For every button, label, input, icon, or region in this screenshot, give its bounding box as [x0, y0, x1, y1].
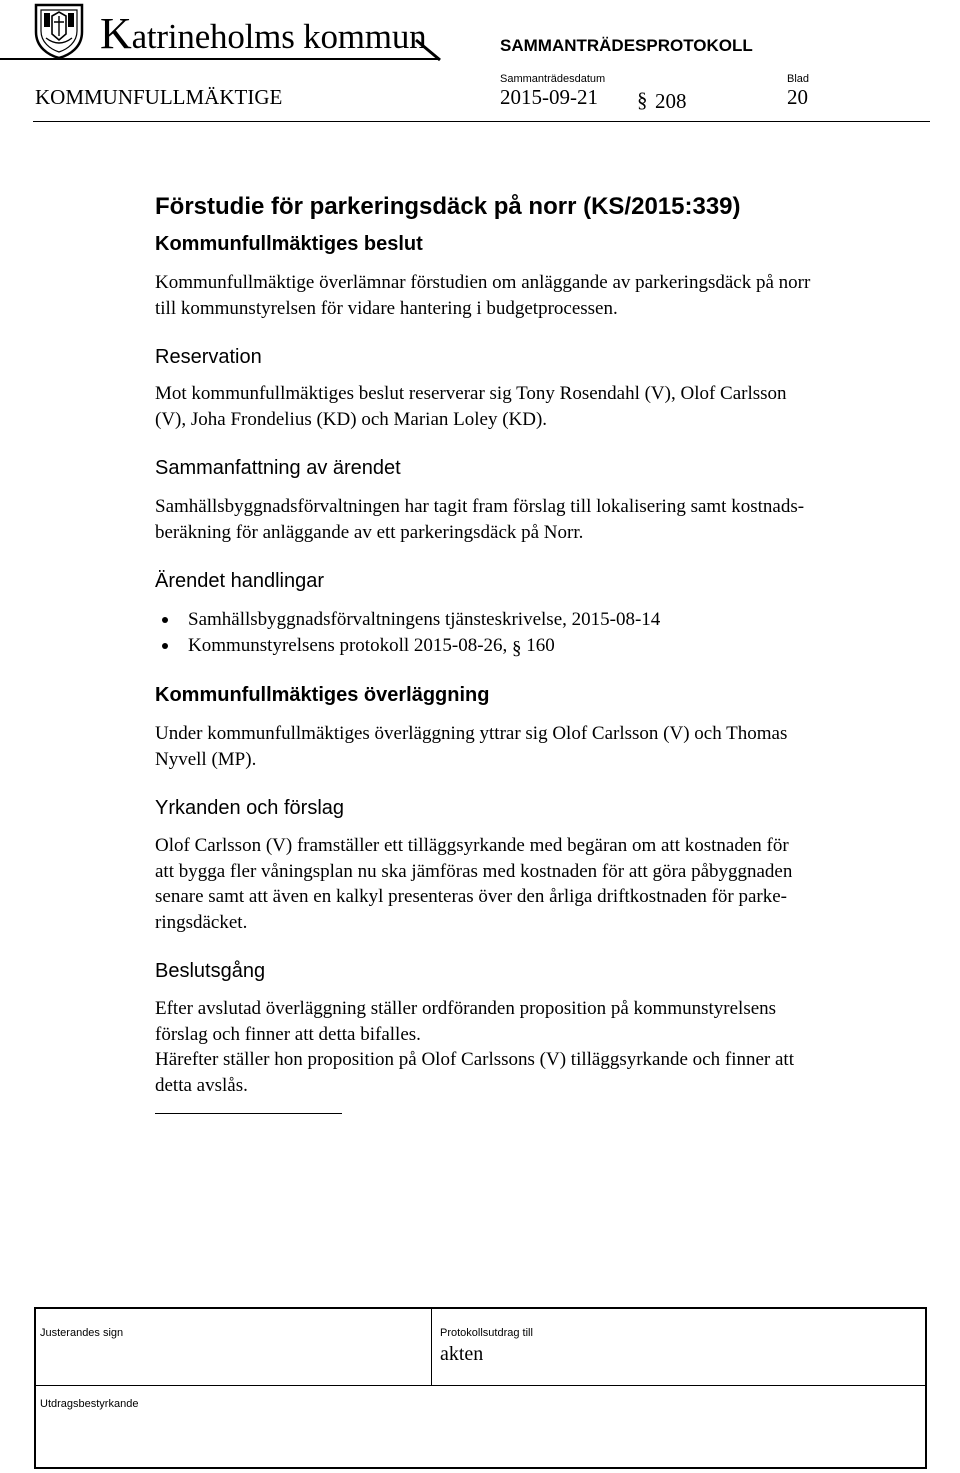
- page-number: 20: [787, 85, 808, 109]
- header-divider: [33, 121, 930, 122]
- reservation-heading: Reservation: [155, 346, 262, 368]
- adjuster-sign-label: Justerandes sign: [40, 1327, 124, 1339]
- reservation-text: [155, 381, 787, 432]
- certification-label: Utdragsbestyrkande: [40, 1398, 139, 1410]
- text-line: Nyvell (MP).: [155, 748, 257, 770]
- extract-to-value: akten: [440, 1343, 484, 1365]
- bullet-icon: [162, 643, 168, 649]
- text-line: ringsdäcket.: [155, 911, 248, 933]
- text-line: Kommunfullmäktige överlämnar förstudien om anläggande av parkeringsdäck på norr: [155, 272, 811, 293]
- procedure-heading: Beslutsgång: [155, 960, 266, 982]
- text-line: Olof Carlsson (V) framställer ett tilläggsyrkande med begäran om att kostnaden för: [155, 835, 789, 856]
- decision-text: [155, 270, 810, 321]
- brand-initial: K: [100, 9, 132, 58]
- section-end-rule: [155, 1113, 342, 1114]
- paragraph-symbol: §: [512, 638, 522, 659]
- signature-box-column-divider: [431, 1307, 432, 1386]
- text-line: förslag och finner att detta bifalles.: [155, 1023, 421, 1045]
- list-item: [188, 633, 555, 659]
- municipality-name: [100, 8, 426, 59]
- summary-heading: Sammanfattning av ärendet: [155, 457, 401, 479]
- extract-to-label: Protokollsutdrag till: [440, 1327, 533, 1339]
- paragraph-symbol: §: [637, 88, 648, 112]
- documents-heading: Ärendet handlingar: [155, 570, 325, 592]
- page-title: Förstudie för parkeringsdäck på norr (KS/2015:339): [155, 193, 741, 220]
- text-line: Samhällsbyggnadsförvaltningen har tagit fram förslag till lokalisering samt kostnads-: [155, 496, 805, 517]
- text-line: beräkning för anläggande av ett parkeringsdäck på Norr.: [155, 521, 584, 543]
- text-line: detta avslås.: [155, 1074, 248, 1096]
- brand-rest: atrineholms kommun: [131, 17, 427, 56]
- list-item-text: Kommunstyrelsens protokoll 2015-08-26,: [188, 635, 513, 656]
- coat-of-arms-icon: [32, 2, 86, 60]
- text-line: Mot kommunfullmäktiges beslut reserverar sig Tony Rosendahl (V), Olof Carlsson: [155, 383, 787, 404]
- text-line: senare samt att även en kalkyl presenteras över den årliga driftkostnaden för parke-: [155, 886, 788, 907]
- text-line: Efter avslutad överläggning ställer ordföranden proposition på kommunstyrelsens: [155, 998, 777, 1019]
- text-line: (V), Joha Frondelius (KD) och Marian Loley (KD).: [155, 408, 548, 430]
- bullet-icon: [162, 617, 168, 623]
- meeting-date-label: Sammanträdesdatum: [500, 73, 606, 85]
- text-line: till kommunstyrelsen för vidare hantering i budgetprocessen.: [155, 297, 618, 319]
- text-line: Under kommunfullmäktiges överläggning yttrar sig Olof Carlsson (V) och Thomas: [155, 723, 788, 744]
- text-line: Härefter ställer hon proposition på Olof Carlssons (V) tilläggsyrkande och finner att: [155, 1049, 794, 1070]
- procedure-text: [155, 996, 794, 1098]
- page-label: Blad: [787, 73, 810, 85]
- brand-swoosh-icon: [414, 38, 444, 66]
- meeting-date: 2015-09-21: [500, 85, 598, 109]
- decision-heading: Kommunfullmäktiges beslut: [155, 233, 423, 255]
- paragraph-number: 160: [526, 635, 555, 656]
- deliberation-text: [155, 721, 787, 772]
- deliberation-heading: Kommunfullmäktiges överläggning: [155, 684, 490, 706]
- signature-box-divider: [34, 1385, 927, 1386]
- text-line: att bygga fler våningsplan nu ska jämföras med kostnaden för att göra påbyggnaden: [155, 860, 793, 882]
- motions-heading: Yrkanden och förslag: [155, 797, 345, 819]
- motions-text: [155, 833, 792, 935]
- list-item: Samhällsbyggnadsförvaltningens tjänsteskrivelse, 2015-08-14: [188, 609, 661, 630]
- body-name: KOMMUNFULLMÄKTIGE: [35, 85, 283, 109]
- summary-text: [155, 494, 804, 545]
- paragraph-number: 208: [655, 89, 687, 113]
- document-type: SAMMANTRÄDESPROTOKOLL: [500, 36, 753, 55]
- brand-underline: [0, 58, 438, 60]
